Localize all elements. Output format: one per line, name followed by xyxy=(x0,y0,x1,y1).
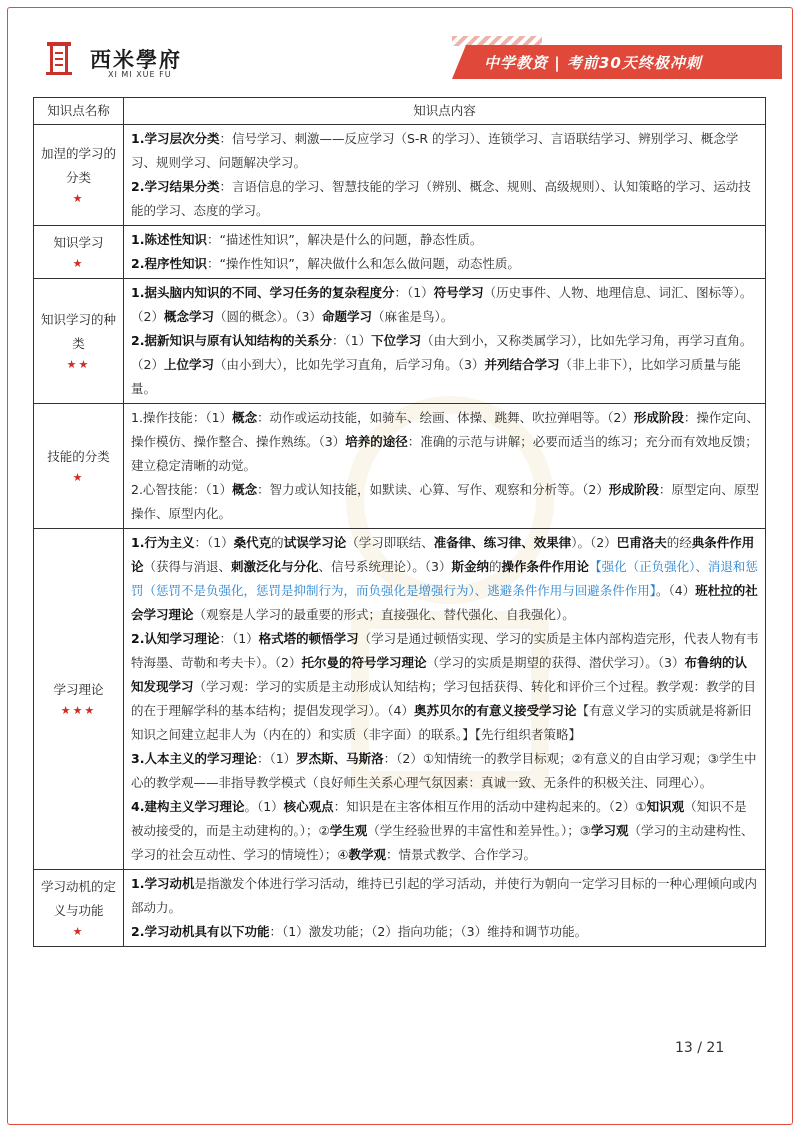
content-paragraph xyxy=(131,795,759,867)
content-text: （学习是通过顿悟实现、学习的实质是主体内部构造完形，代表人物有韦特海墨、苛勒和考夫卡）。（2） xyxy=(131,631,759,670)
content-text: （由小到大），比如先学习直角，后学习角。（3） xyxy=(213,357,485,372)
importance-stars: ★ xyxy=(72,471,85,484)
content-paragraph xyxy=(131,329,759,401)
logo-name: 西米學府 xyxy=(90,47,182,72)
key-term: 斯金纳 xyxy=(451,559,490,574)
key-term: 1.陈述性知识 xyxy=(131,232,207,247)
key-term: 布鲁纳的认知发现学习 xyxy=(131,655,747,694)
key-term: 试误学习论 xyxy=(283,535,347,550)
highlight-text: 【强化（正负强化）、消退和惩罚（惩罚不是负强化，惩罚是抑制行为，而负强化是增强行为）、逃避条件作用与回避条件作用】 xyxy=(131,559,758,598)
topic-content-cell xyxy=(124,226,766,279)
content-text: ：“操作性知识”，解决做什么和怎么做问题，动态性质。 xyxy=(206,256,520,271)
content-text: ）。（2） xyxy=(571,535,617,550)
key-term: 1.学习层次分类 xyxy=(131,131,220,146)
topic-name-cell xyxy=(34,226,124,279)
content-text: ：（1） xyxy=(219,631,259,646)
key-term: 3.人本主义的学习理论 xyxy=(131,751,257,766)
content-paragraph xyxy=(131,627,759,747)
table-body xyxy=(34,125,766,947)
content-text: 2.心智技能：（1） xyxy=(131,482,233,497)
content-paragraph xyxy=(131,228,759,252)
content-text: ：“描述性知识”，解决是什么的问题，静态性质。 xyxy=(206,232,483,247)
content-text: ：（1） xyxy=(256,751,297,766)
key-term: 操作条件作用论 xyxy=(501,559,590,574)
importance-stars: ★ xyxy=(72,925,85,938)
content-text: （知识不是被动接受的，而是主动建构的。）；② xyxy=(131,799,747,838)
topic-name-cell xyxy=(34,870,124,947)
content-text: ：信号学习、刺激——反应学习（S-R 的学习）、连锁学习、言语联结学习、辨别学习、概念学习、规则学习、问题解决学习。 xyxy=(131,131,739,170)
content-paragraph xyxy=(131,175,759,223)
content-paragraph xyxy=(131,281,759,329)
content-text: （学习的实质是期望的获得、潜伏学习）。（3） xyxy=(426,655,685,670)
key-term: 核心观点 xyxy=(283,799,334,814)
table-row xyxy=(34,404,766,529)
topic-name: 技能的分类 xyxy=(47,449,110,464)
key-term: 概念学习 xyxy=(163,309,214,324)
topic-name: 加涅的学习的分类 xyxy=(40,146,116,185)
key-term: 教学观 xyxy=(348,847,386,862)
content-text: 。（1） xyxy=(244,799,284,814)
content-text: ：（1） xyxy=(194,535,234,550)
content-text: （观察是人学习的最重要的形式；直接强化、替代强化、自我强化）。 xyxy=(193,607,575,622)
content-text: （学习的主动建构性、学习的社会互动性、学习的情境性）；④ xyxy=(131,823,754,862)
key-term: 概念 xyxy=(232,410,258,425)
key-term: 符号学习 xyxy=(433,285,484,300)
content-text: （非上非下），比如学习质量与能量。 xyxy=(131,357,741,396)
content-text: （学生经验世界的丰富性和差异性。）；③ xyxy=(367,823,591,838)
key-term: 桑代克 xyxy=(233,535,272,550)
key-term: 2.程序性知识 xyxy=(131,256,207,271)
topic-content-cell xyxy=(124,279,766,404)
key-term: 2.据新知识与原有认知结构的关系分 xyxy=(131,333,332,348)
key-term: 知识观 xyxy=(646,799,685,814)
table-row xyxy=(34,529,766,870)
table-row xyxy=(34,125,766,226)
topic-name: 学习动机的定义与功能 xyxy=(40,879,116,918)
content-text: ：原型定向、原型操作、原型内化。 xyxy=(131,482,759,521)
content-text: ：情景式教学、合作学习。 xyxy=(385,847,536,862)
table-header-row xyxy=(34,98,766,125)
key-term: 1.据头脑内知识的不同、学习任务的复杂程度分 xyxy=(131,285,395,300)
key-term: 培养的途径 xyxy=(345,434,408,449)
content-text: （由大到小，又称类属学习），比如先学习角，再学习直角。（2） xyxy=(131,333,753,372)
topic-content-cell xyxy=(124,529,766,870)
column-header-content: 知识点内容 xyxy=(124,98,766,125)
content-text: （圆的概念）。（3） xyxy=(213,309,322,324)
content-text: 的经 xyxy=(666,535,692,550)
content-text: 、信号系统理论）。（3） xyxy=(318,559,452,574)
content-text: （获得与消退、 xyxy=(143,559,232,574)
topic-content-cell xyxy=(124,870,766,947)
topic-name-cell xyxy=(34,529,124,870)
content-text: 。（4） xyxy=(656,583,696,598)
content-paragraph xyxy=(131,406,759,478)
content-paragraph xyxy=(131,747,759,795)
table-row xyxy=(34,870,766,947)
content-text: ：知识是在主客体相互作用的活动中建构起来的。（2）① xyxy=(333,799,647,814)
key-term: 命题学习 xyxy=(321,309,372,324)
content-text: （学习即联结、 xyxy=(346,535,434,550)
key-term: 上位学习 xyxy=(163,357,214,372)
key-term: 学生观 xyxy=(329,823,368,838)
key-term: 2.学习结果分类 xyxy=(131,179,220,194)
column-header-name: 知识点名称 xyxy=(34,98,124,125)
key-term: 下位学习 xyxy=(371,333,422,348)
key-term: 形成阶段 xyxy=(633,410,684,425)
content-text: 是指激发个体进行学习活动，维持已引起的学习活动，并使行为朝向一定学习目标的一种心理倾向或内部动力。 xyxy=(131,876,757,915)
importance-stars: ★★★ xyxy=(60,704,97,717)
table-row xyxy=(34,226,766,279)
banner-decoration xyxy=(452,36,542,46)
topic-name-cell xyxy=(34,404,124,529)
content-text: ：智力或认知技能，如默读、心算、写作、观察和分析等。（2） xyxy=(257,482,609,497)
key-term: 2.学习动机具有以下功能 xyxy=(131,924,270,939)
content-text: 1.操作技能：（1） xyxy=(131,410,233,425)
content-text: 【有意义学习的实质就是将新旧知识之间建立起非人为（内在的）和实质（非字面）的联系。】【先行组织者策略】 xyxy=(131,703,752,742)
key-term: 托尔曼的符号学习理论 xyxy=(301,655,427,670)
page-number: 13 / 21 xyxy=(675,1040,725,1056)
key-term: 1.行为主义 xyxy=(131,535,195,550)
topic-content-cell xyxy=(124,404,766,529)
content-text: （麻雀是鸟）。 xyxy=(371,309,454,324)
key-term: 格式塔的顿悟学习 xyxy=(258,631,359,646)
key-term: 班杜拉的社会学习理论 xyxy=(131,583,758,622)
importance-stars: ★★ xyxy=(66,358,91,371)
key-term: 1.学习动机 xyxy=(131,876,195,891)
content-paragraph xyxy=(131,872,759,920)
table-row xyxy=(34,279,766,404)
content-text: ：（1） xyxy=(331,333,372,348)
topic-name: 知识学习的种类 xyxy=(40,312,116,351)
building-icon xyxy=(46,40,72,76)
key-term: 并列结合学习 xyxy=(484,357,560,372)
content-text: ：（1）激发功能；（2）指向功能；（3）维持和调节功能。 xyxy=(269,924,588,939)
key-term: 罗杰斯、马斯洛 xyxy=(296,751,384,766)
key-term: 2.认知学习理论 xyxy=(131,631,220,646)
content-paragraph xyxy=(131,920,759,944)
content-text: （学习观：学习的实质是主动形成认知结构；学习包括获得、转化和评价三个过程。教学观：教学的目的在于理解学科的基本结构；提倡发现学习）。（4） xyxy=(131,679,757,718)
content-paragraph xyxy=(131,252,759,276)
topic-name-cell xyxy=(34,279,124,404)
content-paragraph xyxy=(131,478,759,526)
topic-content-cell xyxy=(124,125,766,226)
banner-title: 中学教资 | 考前30天终极冲刺 xyxy=(484,54,702,72)
importance-stars: ★ xyxy=(72,192,85,205)
topic-name: 学习理论 xyxy=(53,682,104,697)
key-term: 准备律、练习律、效果律 xyxy=(433,535,572,550)
knowledge-table xyxy=(33,97,766,947)
key-term: 形成阶段 xyxy=(608,482,659,497)
logo-subtitle: XI MI XUE FU xyxy=(108,70,172,79)
content-paragraph xyxy=(131,531,759,627)
content-text: ：准确的示范与讲解；必要而适当的练习；充分而有效地反馈；建立稳定清晰的动觉。 xyxy=(131,434,758,473)
key-term: 巴甫洛夫 xyxy=(616,535,667,550)
topic-name: 知识学习 xyxy=(53,235,104,250)
content-text: 的 xyxy=(271,535,284,550)
content-text: 的 xyxy=(489,559,502,574)
content-text: ：（2）①知情统一的教学目标观；②有意义的自由学习观；③学生中心的教学观——非指导教学模式（良好师生关系心理气氛因素：真诚一致、无条件的积极关注、同理心）。 xyxy=(131,751,757,790)
page-header xyxy=(0,0,800,92)
content-text: ：操作定向、操作模仿、操作整合、操作熟练。（3） xyxy=(131,410,759,449)
key-term: 奥苏贝尔的有意义接受学习论 xyxy=(413,703,577,718)
importance-stars: ★ xyxy=(72,257,85,270)
content-text: ：（1） xyxy=(394,285,434,300)
key-term: 4.建构主义学习理论 xyxy=(131,799,245,814)
content-text: ：动作或运动技能，如骑车、绘画、体操、跳舞、吹拉弹唱等。（2） xyxy=(257,410,634,425)
topic-name-cell xyxy=(34,125,124,226)
key-term: 典条件作用论 xyxy=(131,535,755,574)
content-text: （历史事件、人物、地理信息、词汇、图标等）。（2） xyxy=(131,285,753,324)
content-paragraph xyxy=(131,127,759,175)
key-term: 概念 xyxy=(232,482,258,497)
key-term: 刺激泛化与分化 xyxy=(231,559,319,574)
key-term: 学习观 xyxy=(590,823,629,838)
content-text: ：言语信息的学习、智慧技能的学习（辨别、概念、规则、高级规则）、认知策略的学习、运动技能的学习、态度的学习。 xyxy=(131,179,751,218)
